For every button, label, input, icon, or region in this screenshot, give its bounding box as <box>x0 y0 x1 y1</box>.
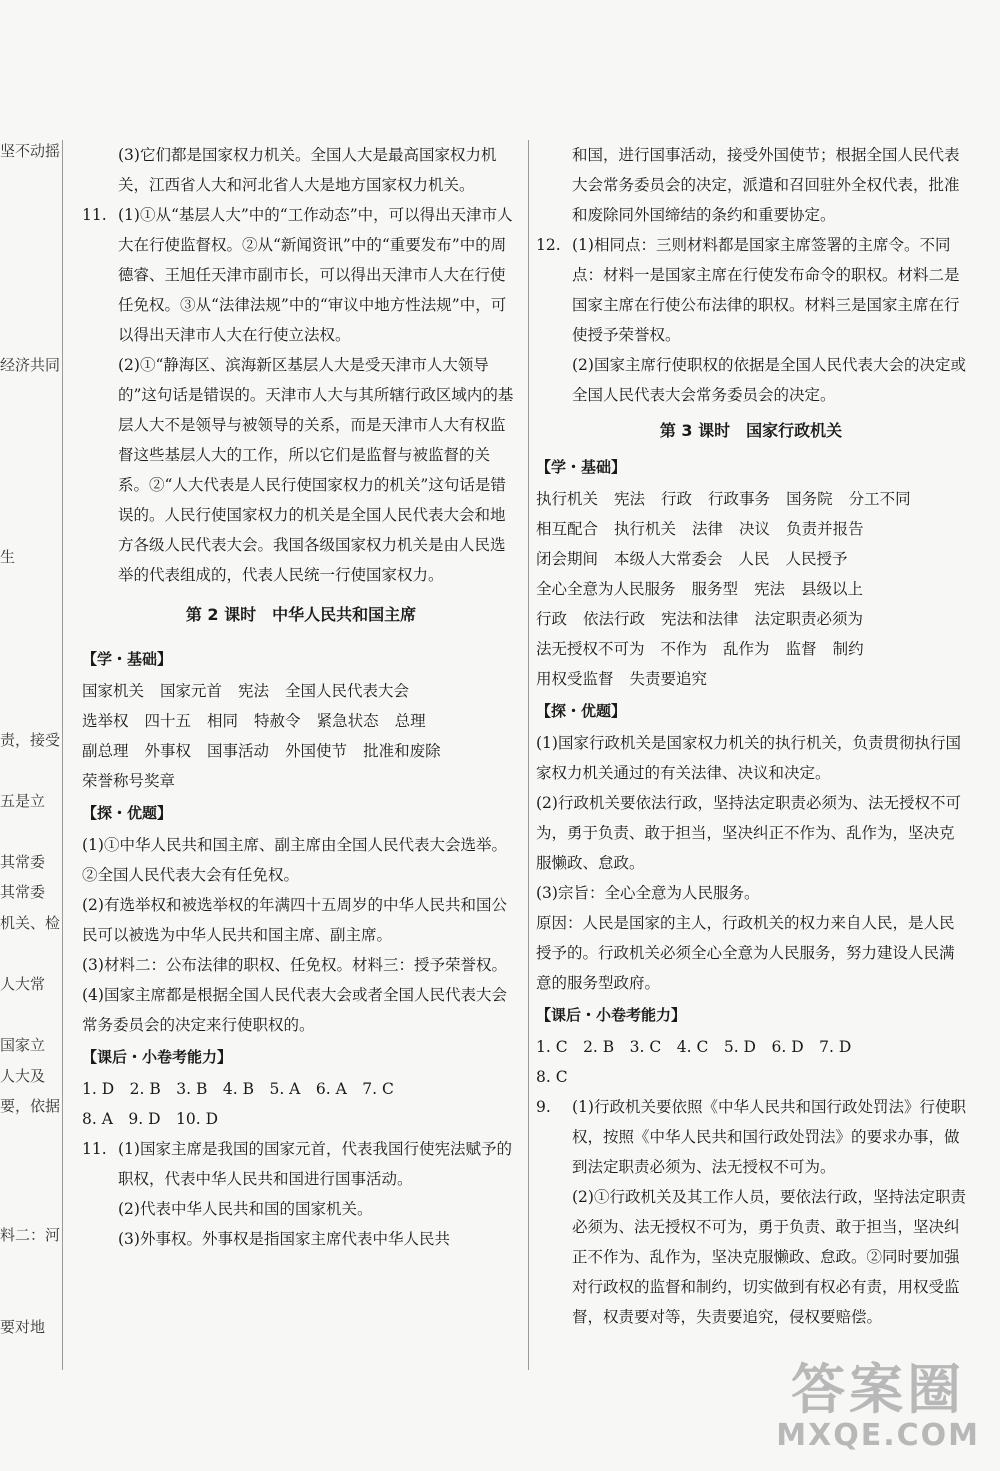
answer-line: 8. A 9. D 10. D <box>82 1110 219 1128</box>
answer-paragraph: (2)国家主席行使职权的依据是全国人民代表大会的决定或全国人民代表大会常务委员会的决定。 <box>572 356 966 404</box>
keyword: 监督 <box>785 640 817 658</box>
keyword: 副总理 <box>82 742 129 760</box>
keyword: 决议 <box>739 520 771 538</box>
edge-fragment: 五是立 <box>0 792 46 810</box>
answer-paragraph: (3)宗旨：全心全意为人民服务。 <box>536 884 760 902</box>
middle-column <box>82 140 520 1254</box>
keyword: 法定职责必须为 <box>754 610 864 628</box>
edge-fragment: 料二：河 <box>0 1226 61 1244</box>
question-number: 9. <box>536 1098 551 1116</box>
answer-paragraph: (1)国家行政机关是国家权力机关的执行机关，负责贯彻执行国家权力机关通过的有关法律、决议和决定。 <box>536 734 961 782</box>
answer-paragraph: (1)①中华人民共和国主席、副主席由全国人民代表大会选举。②全国人民代表大会有任免权。 <box>82 836 507 884</box>
answer-paragraph: (3)材料二：公布法律的职权、任免权。材料三：授予荣誉权。 <box>82 956 507 974</box>
keyword: 人民授予 <box>785 550 848 568</box>
keyword: 行政事务 <box>708 490 771 508</box>
keyword: 宪法 <box>238 682 270 700</box>
keyword: 制约 <box>832 640 864 658</box>
keyword: 四十五 <box>144 712 192 730</box>
keyword: 服务型 <box>691 580 739 598</box>
edge-fragment: 生 <box>0 548 16 566</box>
keyword: 本级人大常委会 <box>614 550 723 568</box>
keyword: 国家元首 <box>160 682 223 700</box>
answer-paragraph: (4)国家主席都是根据全国人民代表大会或者全国人民代表大会常务委员会的决定来行使职权的。 <box>82 986 507 1034</box>
keyword: 国事活动 <box>207 742 270 760</box>
lesson-title: 第 3 课时 国家行政机关 <box>659 421 843 440</box>
column-rule <box>528 140 529 1370</box>
answer-text: (1)行政机关要依照《中华人民共和国行政处罚法》行使职权，按照《中华人民共和国行政处罚法》的要求办事，做到法定职责必须为、法无授权不可为。 <box>572 1098 966 1176</box>
answer-paragraph: (2)有选举权和被选举权的年满四十五周岁的中华人民共和国公民可以被选为中华人民共和国主席、副主席。 <box>82 896 507 944</box>
keyword: 批准和废除 <box>363 742 441 760</box>
question-11 <box>82 1134 520 1194</box>
answer-paragraph: (2)行政机关要依法行政，坚持法定职责必须为、法无授权不可为，勇于负责、敢于担当，坚决纠正不作为、乱作为，坚决克服懒政、怠政。 <box>536 794 961 872</box>
keyword: 总理 <box>394 712 426 730</box>
question-number: 12. <box>536 236 561 254</box>
answer-line: 1. D 2. B 3. B 4. B 5. A 6. A 7. C <box>82 1080 394 1098</box>
edge-fragment: 坚不动摇 <box>0 142 61 160</box>
lesson-title: 第 2 课时 中华人民共和国主席 <box>185 605 417 624</box>
keyword: 不作为 <box>660 640 708 658</box>
edge-fragment: 国家立 <box>0 1036 46 1054</box>
keyword-row <box>82 706 520 736</box>
question-11 <box>82 200 520 350</box>
keyword: 乱作为 <box>723 640 770 658</box>
edge-fragment: 其常委 <box>0 853 46 871</box>
column-rule <box>62 140 63 1370</box>
keyword: 宪法和法律 <box>661 610 739 628</box>
keyword-row <box>82 676 520 706</box>
watermark <box>776 1358 980 1453</box>
edge-fragment: 经济共同 <box>0 356 61 374</box>
keyword: 分工不同 <box>848 490 911 508</box>
section-head: 【学・基础】 <box>82 650 173 668</box>
answer-text: (1)相同点：三则材料都是国家主席签署的主席令。不同点：材料一是国家主席在行使发布命令的职权。材料二是国家主席在行使公布法律的职权。材料三是国家主席在行使授予荣誉权。 <box>572 236 960 344</box>
keyword: 人民 <box>738 550 770 568</box>
keyword: 县级以上 <box>801 580 864 598</box>
keyword: 国家机关 <box>82 682 145 700</box>
edge-fragment: 责，接受 <box>0 731 61 749</box>
answer-line: 1. C 2. B 3. C 4. C 5. D 6. D 7. D <box>536 1038 852 1056</box>
keyword: 失责要追究 <box>629 670 708 688</box>
section-head: 【课后・小卷考能力】 <box>536 1006 687 1024</box>
keyword-row <box>536 574 966 604</box>
paragraph: (3)它们都是国家权力机关。全国人大是最高国家权力机关，江西省人大和河北省人大是地方国家权力机关。 <box>118 146 497 194</box>
section-head: 【学・基础】 <box>536 458 627 476</box>
edge-fragment: 要对地 <box>0 1318 46 1336</box>
section-head: 【探・优题】 <box>82 804 173 822</box>
answer-paragraph: (2)代表中华人民共和国的国家机关。 <box>118 1200 373 1218</box>
watermark-logo: 答案圈 <box>791 1358 966 1421</box>
keyword: 选举权 <box>82 712 129 730</box>
keyword-row <box>536 514 966 544</box>
keyword: 荣誉称号奖章 <box>82 772 176 790</box>
keyword-row <box>536 634 966 664</box>
keyword-row <box>536 604 966 634</box>
question-12 <box>536 230 966 350</box>
edge-fragment: 要，依据 <box>0 1097 61 1115</box>
answer-paragraph: (2)①行政机关及其工作人员，要依法行政，坚持法定职责必须为、法无授权不可为，勇于负责、敢于担当，坚决纠正不作为、乱作为，坚决克服懒政、怠政。②同时要加强对行政权的监督和制约，切实做到有权必有责，用权受监督，权责要对等，失责要追究，侵权要赔偿。 <box>572 1188 966 1326</box>
question-number: 11. <box>82 206 107 224</box>
paragraph: 和国，进行国事活动，接受外国使节；根据全国人民代表大会常务委员会的决定，派遣和召回驻外全权代表，批准和废除同外国缔结的条约和重要协定。 <box>572 146 960 224</box>
section-head: 【探・优题】 <box>536 702 627 720</box>
keyword: 用权受监督 <box>536 670 614 688</box>
keyword: 外国使节 <box>285 742 348 760</box>
question-9 <box>536 1092 966 1182</box>
right-column <box>536 140 966 1332</box>
answer-paragraph: (2)①“静海区、滨海新区基层人大是受天津市人大领导的”这句话是错误的。天津市人大与其所辖行政区域内的基层人大不是领导与被领导的关系，而是天津市人大有权监督这些基层人大的工作，所以它们是监督与被监督的关系。②“人大代表是人民行使国家权力的机关”这句话是错误的。人民行使国家权力的机关是全国人民代表大会和地方各级人民代表大会。我国各级国家权力机关是由人民选举的代表组成的，代表人民统一行使国家权力。 <box>118 356 514 584</box>
answer-text: (1)国家主席是我国的国家元首，代表我国行使宪法赋予的职权，代表中华人民共和国进行国事活动。 <box>118 1140 512 1188</box>
keyword: 相同 <box>207 712 239 730</box>
keyword: 全心全意为人民服务 <box>536 580 676 598</box>
keyword: 特赦令 <box>254 712 301 730</box>
watermark-url: MXQE.COM <box>776 1418 980 1453</box>
keyword: 全国人民代表大会 <box>285 682 410 700</box>
keyword: 国务院 <box>786 490 833 508</box>
answer-paragraph: 原因：人民是国家的主人，行政机关的权力来自人民，是人民授予的。行政机关必须全心全意为人民服务，努力建设人民满意的服务型政府。 <box>536 914 955 992</box>
keyword: 宪法 <box>614 490 646 508</box>
keyword: 法律 <box>692 520 724 538</box>
section-head: 【课后・小卷考能力】 <box>82 1048 233 1066</box>
edge-fragment: 人大及 <box>0 1067 46 1085</box>
keyword: 外事权 <box>144 742 192 760</box>
keyword: 行政 <box>536 610 568 628</box>
keyword: 依法行政 <box>583 610 646 628</box>
answer-line: 8. C <box>536 1068 568 1086</box>
keyword-row <box>82 766 520 796</box>
answer-paragraph: (3)外事权。外事权是指国家主席代表中华人民共 <box>118 1230 450 1248</box>
keyword-row <box>536 664 966 694</box>
keyword: 法无授权不可为 <box>536 640 645 658</box>
keyword: 紧急状态 <box>316 712 379 730</box>
edge-fragment: 其常委 <box>0 883 46 901</box>
keyword: 执行机关 <box>614 520 677 538</box>
keyword: 闭会期间 <box>536 550 599 568</box>
keyword: 相互配合 <box>536 520 599 538</box>
question-number: 11. <box>82 1140 107 1158</box>
answer-text: (1)①从“基层人大”中的“工作动态”中，可以得出天津市人大在行使监督权。②从“新闻资讯”中的“重要发布”中的周德睿、王旭任天津市副市长，可以得出天津市人大在行使任免权。③从“法律法规”中的“审议中地方性法规”中，可以得出天津市人大在行使立法权。 <box>118 206 513 344</box>
edge-fragment: 机关、检 <box>0 914 61 932</box>
keyword-row <box>536 544 966 574</box>
keyword-row <box>536 484 966 514</box>
keyword: 执行机关 <box>536 490 599 508</box>
keyword: 宪法 <box>754 580 786 598</box>
keyword: 行政 <box>661 490 693 508</box>
edge-fragment: 人大常 <box>0 975 46 993</box>
keyword-row <box>82 736 520 766</box>
keyword: 负责并报告 <box>786 520 864 538</box>
